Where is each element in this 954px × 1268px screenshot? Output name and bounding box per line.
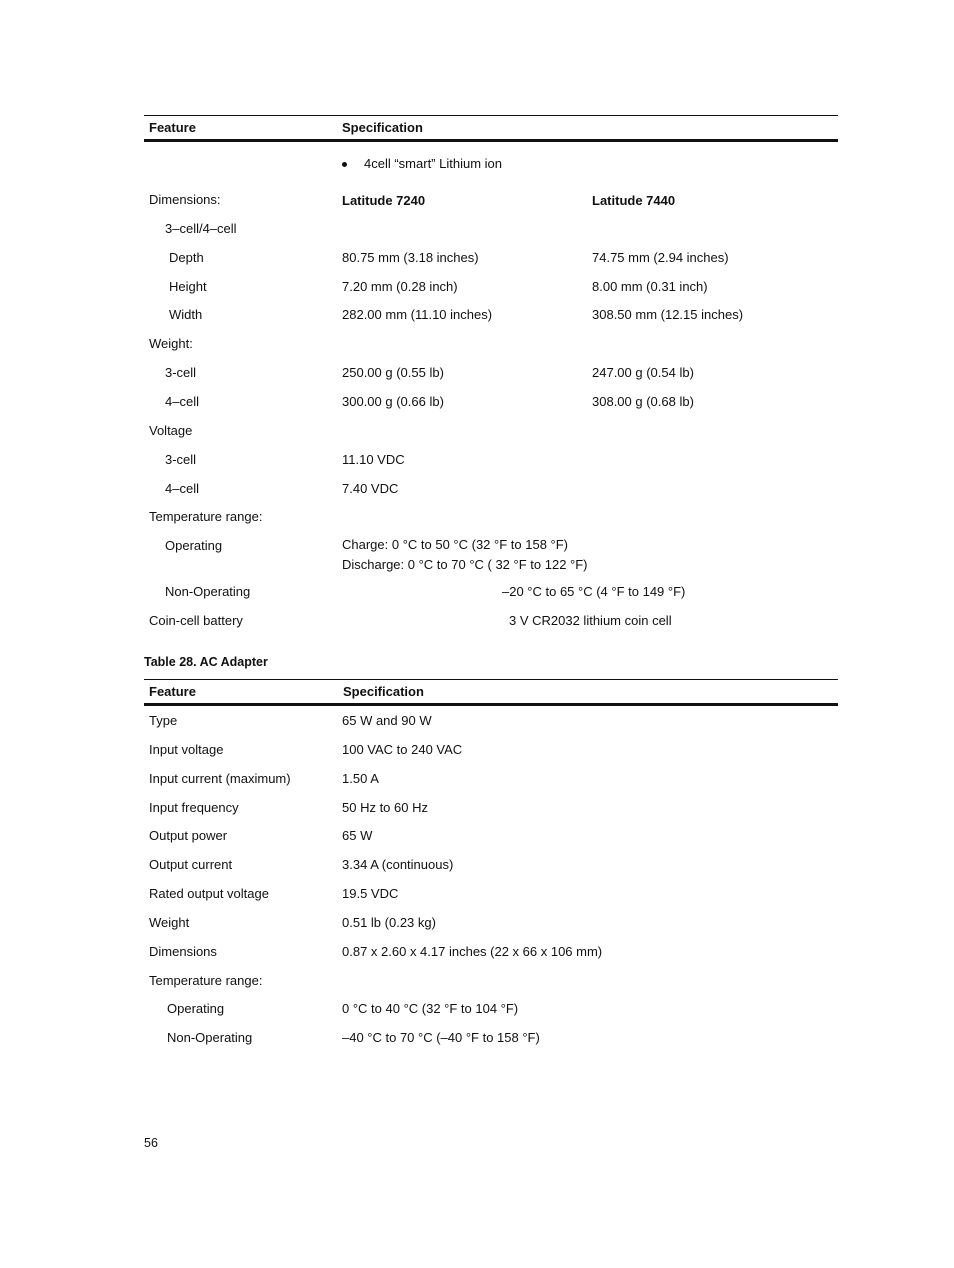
table-caption: Table 28. AC Adapter <box>144 655 268 669</box>
temp-non-operating-value: –20 °C to 65 °C (4 °F to 149 °F) <box>502 584 686 599</box>
weight-3cell-a: 250.00 g (0.55 lb) <box>342 365 444 380</box>
temp-non-operating-value: –40 °C to 70 °C (–40 °F to 158 °F) <box>342 1030 540 1045</box>
temp-non-operating-label: Non-Operating <box>165 584 251 599</box>
temp-operating-value: 0 °C to 40 °C (32 °F to 104 °F) <box>342 1001 519 1016</box>
model-b-heading: Latitude 7440 <box>592 193 676 208</box>
dimensions-label: Dimensions: <box>149 192 221 207</box>
header-specification: Specification <box>343 684 424 699</box>
rated-output-voltage-label: Rated output voltage <box>149 886 269 901</box>
voltage-3cell-label: 3-cell <box>165 452 197 467</box>
weight-value: 0.51 lb (0.23 kg) <box>342 915 436 930</box>
temp-operating-charge: Charge: 0 °C to 50 °C (32 °F to 158 °F) <box>342 537 569 552</box>
coin-cell-label: Coin-cell battery <box>149 613 243 628</box>
height-b: 8.00 mm (0.31 inch) <box>592 279 708 294</box>
input-frequency-label: Input frequency <box>149 800 239 815</box>
voltage-label: Voltage <box>149 423 193 438</box>
depth-a: 80.75 mm (3.18 inches) <box>342 250 479 265</box>
table-top-rule <box>144 679 838 680</box>
dimensions-value: 0.87 x 2.60 x 4.17 inches (22 x 66 x 106 mm) <box>342 944 603 959</box>
width-a: 282.00 mm (11.10 inches) <box>342 307 493 322</box>
bullet-icon <box>342 162 347 167</box>
input-current-value: 1.50 A <box>342 771 379 786</box>
width-b: 308.50 mm (12.15 inches) <box>592 307 744 322</box>
voltage-4cell-label: 4–cell <box>165 481 199 496</box>
header-specification: Specification <box>342 120 423 135</box>
depth-label: Depth <box>169 250 204 265</box>
header-bottom-rule <box>144 703 838 706</box>
temp-non-operating-label: Non-Operating <box>167 1030 253 1045</box>
temperature-label: Temperature range: <box>149 973 263 988</box>
depth-b: 74.75 mm (2.94 inches) <box>592 250 729 265</box>
model-a-heading: Latitude 7240 <box>342 193 426 208</box>
voltage-4cell-value: 7.40 VDC <box>342 481 399 496</box>
temperature-label: Temperature range: <box>149 509 263 524</box>
temp-operating-label: Operating <box>165 538 223 553</box>
page-number: 56 <box>144 1136 158 1150</box>
header-feature: Feature <box>149 120 196 135</box>
battery-type: 4cell “smart” Lithium ion <box>364 156 502 171</box>
width-label: Width <box>169 307 203 322</box>
weight-3cell-label: 3-cell <box>165 365 197 380</box>
coin-cell-value: 3 V CR2032 lithium coin cell <box>509 613 672 628</box>
input-voltage-label: Input voltage <box>149 742 224 757</box>
input-current-label: Input current (maximum) <box>149 771 291 786</box>
weight-4cell-b: 308.00 g (0.68 lb) <box>592 394 694 409</box>
rated-output-voltage-value: 19.5 VDC <box>342 886 399 901</box>
table-top-rule <box>144 115 838 116</box>
weight-4cell-label: 4–cell <box>165 394 199 409</box>
header-bottom-rule <box>144 139 838 142</box>
height-label: Height <box>169 279 207 294</box>
input-voltage-value: 100 VAC to 240 VAC <box>342 742 463 757</box>
height-a: 7.20 mm (0.28 inch) <box>342 279 458 294</box>
temp-operating-discharge: Discharge: 0 °C to 70 °C ( 32 °F to 122 °F) <box>342 557 588 572</box>
output-power-label: Output power <box>149 828 228 843</box>
type-label: Type <box>149 713 178 728</box>
output-current-label: Output current <box>149 857 233 872</box>
weight-3cell-b: 247.00 g (0.54 lb) <box>592 365 694 380</box>
weight-label: Weight <box>149 915 190 930</box>
weight-4cell-a: 300.00 g (0.66 lb) <box>342 394 444 409</box>
type-value: 65 W and 90 W <box>342 713 432 728</box>
input-frequency-value: 50 Hz to 60 Hz <box>342 800 428 815</box>
temp-operating-label: Operating <box>167 1001 225 1016</box>
dimensions-sub-label: 3–cell/4–cell <box>165 221 237 236</box>
output-power-value: 65 W <box>342 828 373 843</box>
output-current-value: 3.34 A (continuous) <box>342 857 454 872</box>
weight-label: Weight: <box>149 336 193 351</box>
voltage-3cell-value: 11.10 VDC <box>342 452 405 467</box>
header-feature: Feature <box>149 684 196 699</box>
dimensions-label: Dimensions <box>149 944 217 959</box>
